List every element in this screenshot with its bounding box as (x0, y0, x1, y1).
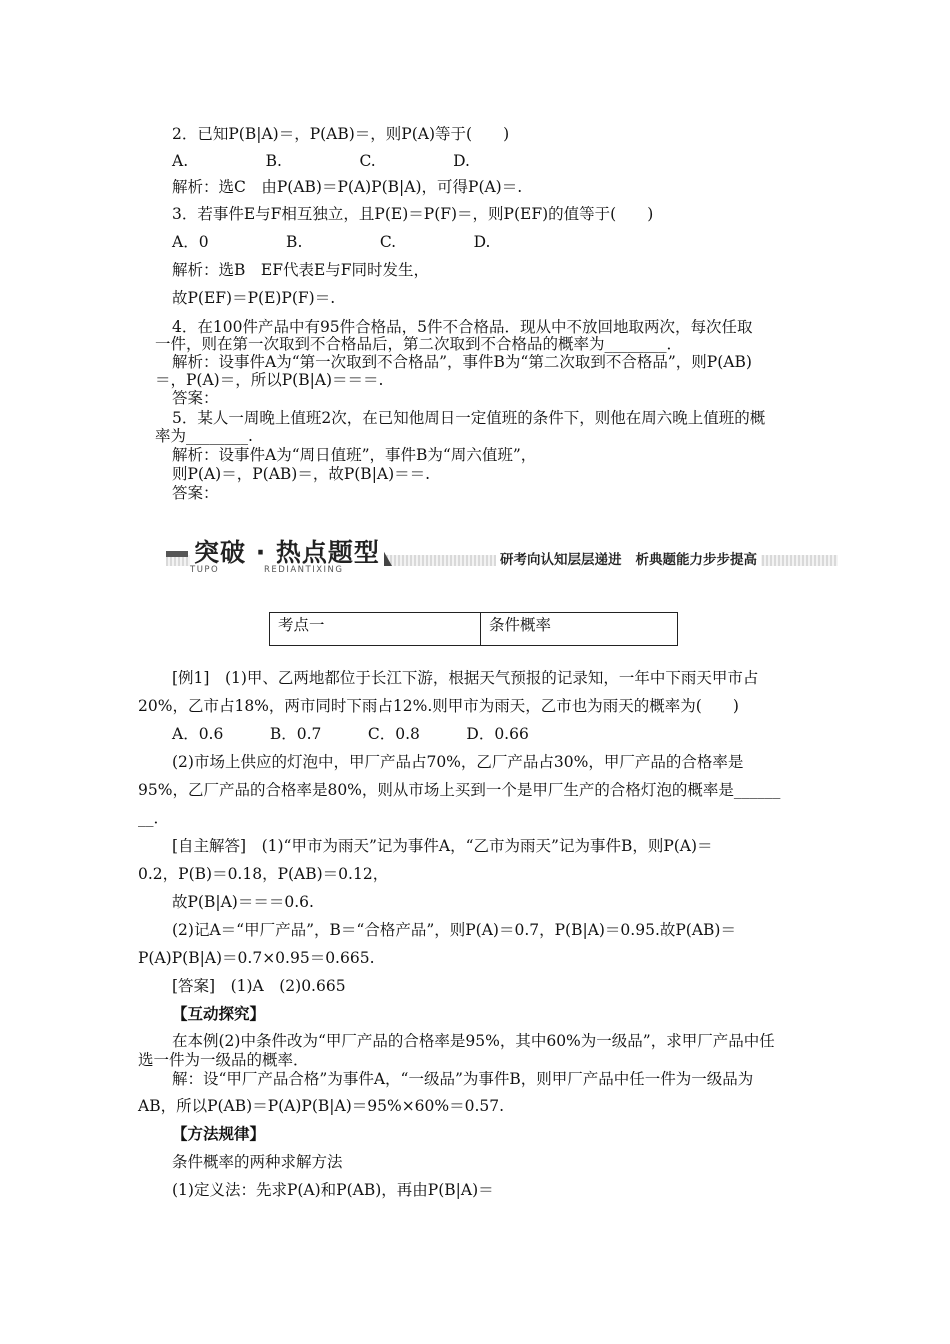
q2-stem: 2．已知P(B|A)＝，P(AB)＝，则P(A)等于( ) (172, 125, 510, 143)
banner-slogan (496, 551, 761, 569)
q4-analysis-2: ＝，P(A)＝，所以P(B|A)＝＝＝. (155, 371, 384, 389)
q3-stem: 3．若事件E与F相互独立，且P(E)＝P(F)＝，则P(EF)的值等于( ) (172, 205, 654, 223)
q5-analysis-1: 解析：设事件A为“周日值班”，事件B为“周六值班”， (172, 446, 537, 464)
section-banner (166, 538, 838, 578)
example1-solution-4: (2)记A＝“甲厂产品”，B＝“合格产品”，则P(A)＝0.7，P(B|A)＝0.95.故P(AB)＝ (172, 921, 736, 939)
banner-left-bar (166, 551, 188, 557)
interactive-line-2: 选一件为一级品的概率． (138, 1051, 309, 1069)
q5-answer: 答案： (172, 484, 219, 502)
method-line-2: (1)定义法：先求P(A)和P(AB)，再由P(B|A)＝ (172, 1181, 494, 1199)
banner-sub-right: REDIANTIXING (264, 565, 344, 575)
banner-sub-left: TUPO (190, 565, 220, 575)
q2-analysis: 解析：选C 由P(AB)＝P(A)P(B|A)，可得P(A)＝. (172, 178, 523, 196)
example1-options: A．0.6 B．0.7 C．0.8 D．0.66 (172, 725, 529, 743)
q5-stem-1: 5．某人一周晚上值班2次，在已知他周日一定值班的条件下，则他在周六晚上值班的概 (172, 409, 766, 427)
example1-line-4: (2)市场上供应的灯泡中，甲厂产品占70%，乙厂产品占30%，甲厂产品的合格率是 (172, 753, 744, 771)
example1-solution-1: [自主解答] (1)“甲市为雨天”记为事件A，“乙市为雨天”记为事件B，则P(A)＝ (172, 837, 713, 855)
example1-solution-3: 故P(B|A)＝＝＝0.6. (172, 893, 314, 911)
interactive-line-4: AB，所以P(AB)＝P(A)P(B|A)＝95%×60%＝0.57. (138, 1097, 505, 1115)
q4-analysis-1: 解析：设事件A为“第一次取到不合格品”，事件B为“第二次取到不合格品”，则P(AB) (172, 353, 752, 371)
interactive-line-1: 在本例(2)中条件改为“甲厂产品的合格率是95%，其中60%为一级品”，求甲厂产品中任 (172, 1032, 775, 1050)
q4-answer: 答案： (172, 389, 219, 407)
example1-line-6: __． (138, 809, 170, 827)
banner-title: 突破 · 热点题型 (190, 538, 384, 568)
example1-line-5: 95%，乙厂产品的合格率是80%，则从市场上买到一个是甲厂生产的合格灯泡的概率是______ (138, 781, 781, 799)
q2-options: A. B. C. D. (172, 152, 470, 170)
example1-line-1: [例1] (1)甲、乙两地都位于长江下游，根据天气预报的记录知，一年中下雨天甲市占 (172, 669, 759, 687)
method-heading: 【方法规律】 (172, 1124, 266, 1143)
q3-analysis-1: 解析：选B EF代表E与F同时发生， (172, 261, 430, 279)
q4-stem-1: 4．在100件产品中有95件合格品，5件不合格品．现从中不放回地取两次，每次任取 (172, 318, 753, 336)
topic-name-cell: 条件概率 (481, 613, 678, 646)
example1-answer: [答案] (1)A (2)0.665 (172, 977, 346, 995)
example1-solution-2: 0.2，P(B)＝0.18，P(AB)＝0.12， (138, 865, 389, 883)
q4-stem-2: 一件，则在第一次取到不合格品后，第二次取到不合格品的概率为________． (155, 335, 683, 353)
topic-table (269, 612, 678, 646)
method-line-1: 条件概率的两种求解方法 (172, 1153, 343, 1171)
banner-slogan-b: 析典题能力步步提高 (635, 552, 757, 568)
q3-analysis-2: 故P(EF)＝P(E)P(F)＝. (172, 289, 336, 307)
interactive-heading: 【互动探究】 (172, 1004, 266, 1023)
q5-stem-2: 率为________. (155, 427, 253, 445)
topic-number-cell: 考点一 (270, 613, 481, 646)
q5-analysis-2: 则P(A)＝，P(AB)＝，故P(B|A)＝＝. (172, 465, 431, 483)
example1-line-2: 20%，乙市占18%，两市同时下雨占12%.则甲市为雨天，乙市也为雨天的概率为( ) (138, 697, 739, 715)
example1-solution-5: P(A)P(B|A)＝0.7×0.95＝0.665. (138, 949, 375, 967)
topic-table-row (270, 613, 678, 646)
q3-options: A．0 B. C. D. (172, 233, 491, 251)
interactive-line-3: 解：设“甲厂产品合格”为事件A，“一级品”为事件B，则甲厂产品中任一件为一级品为 (172, 1070, 754, 1088)
banner-slogan-a: 研考向认知层层递进 (500, 552, 622, 568)
